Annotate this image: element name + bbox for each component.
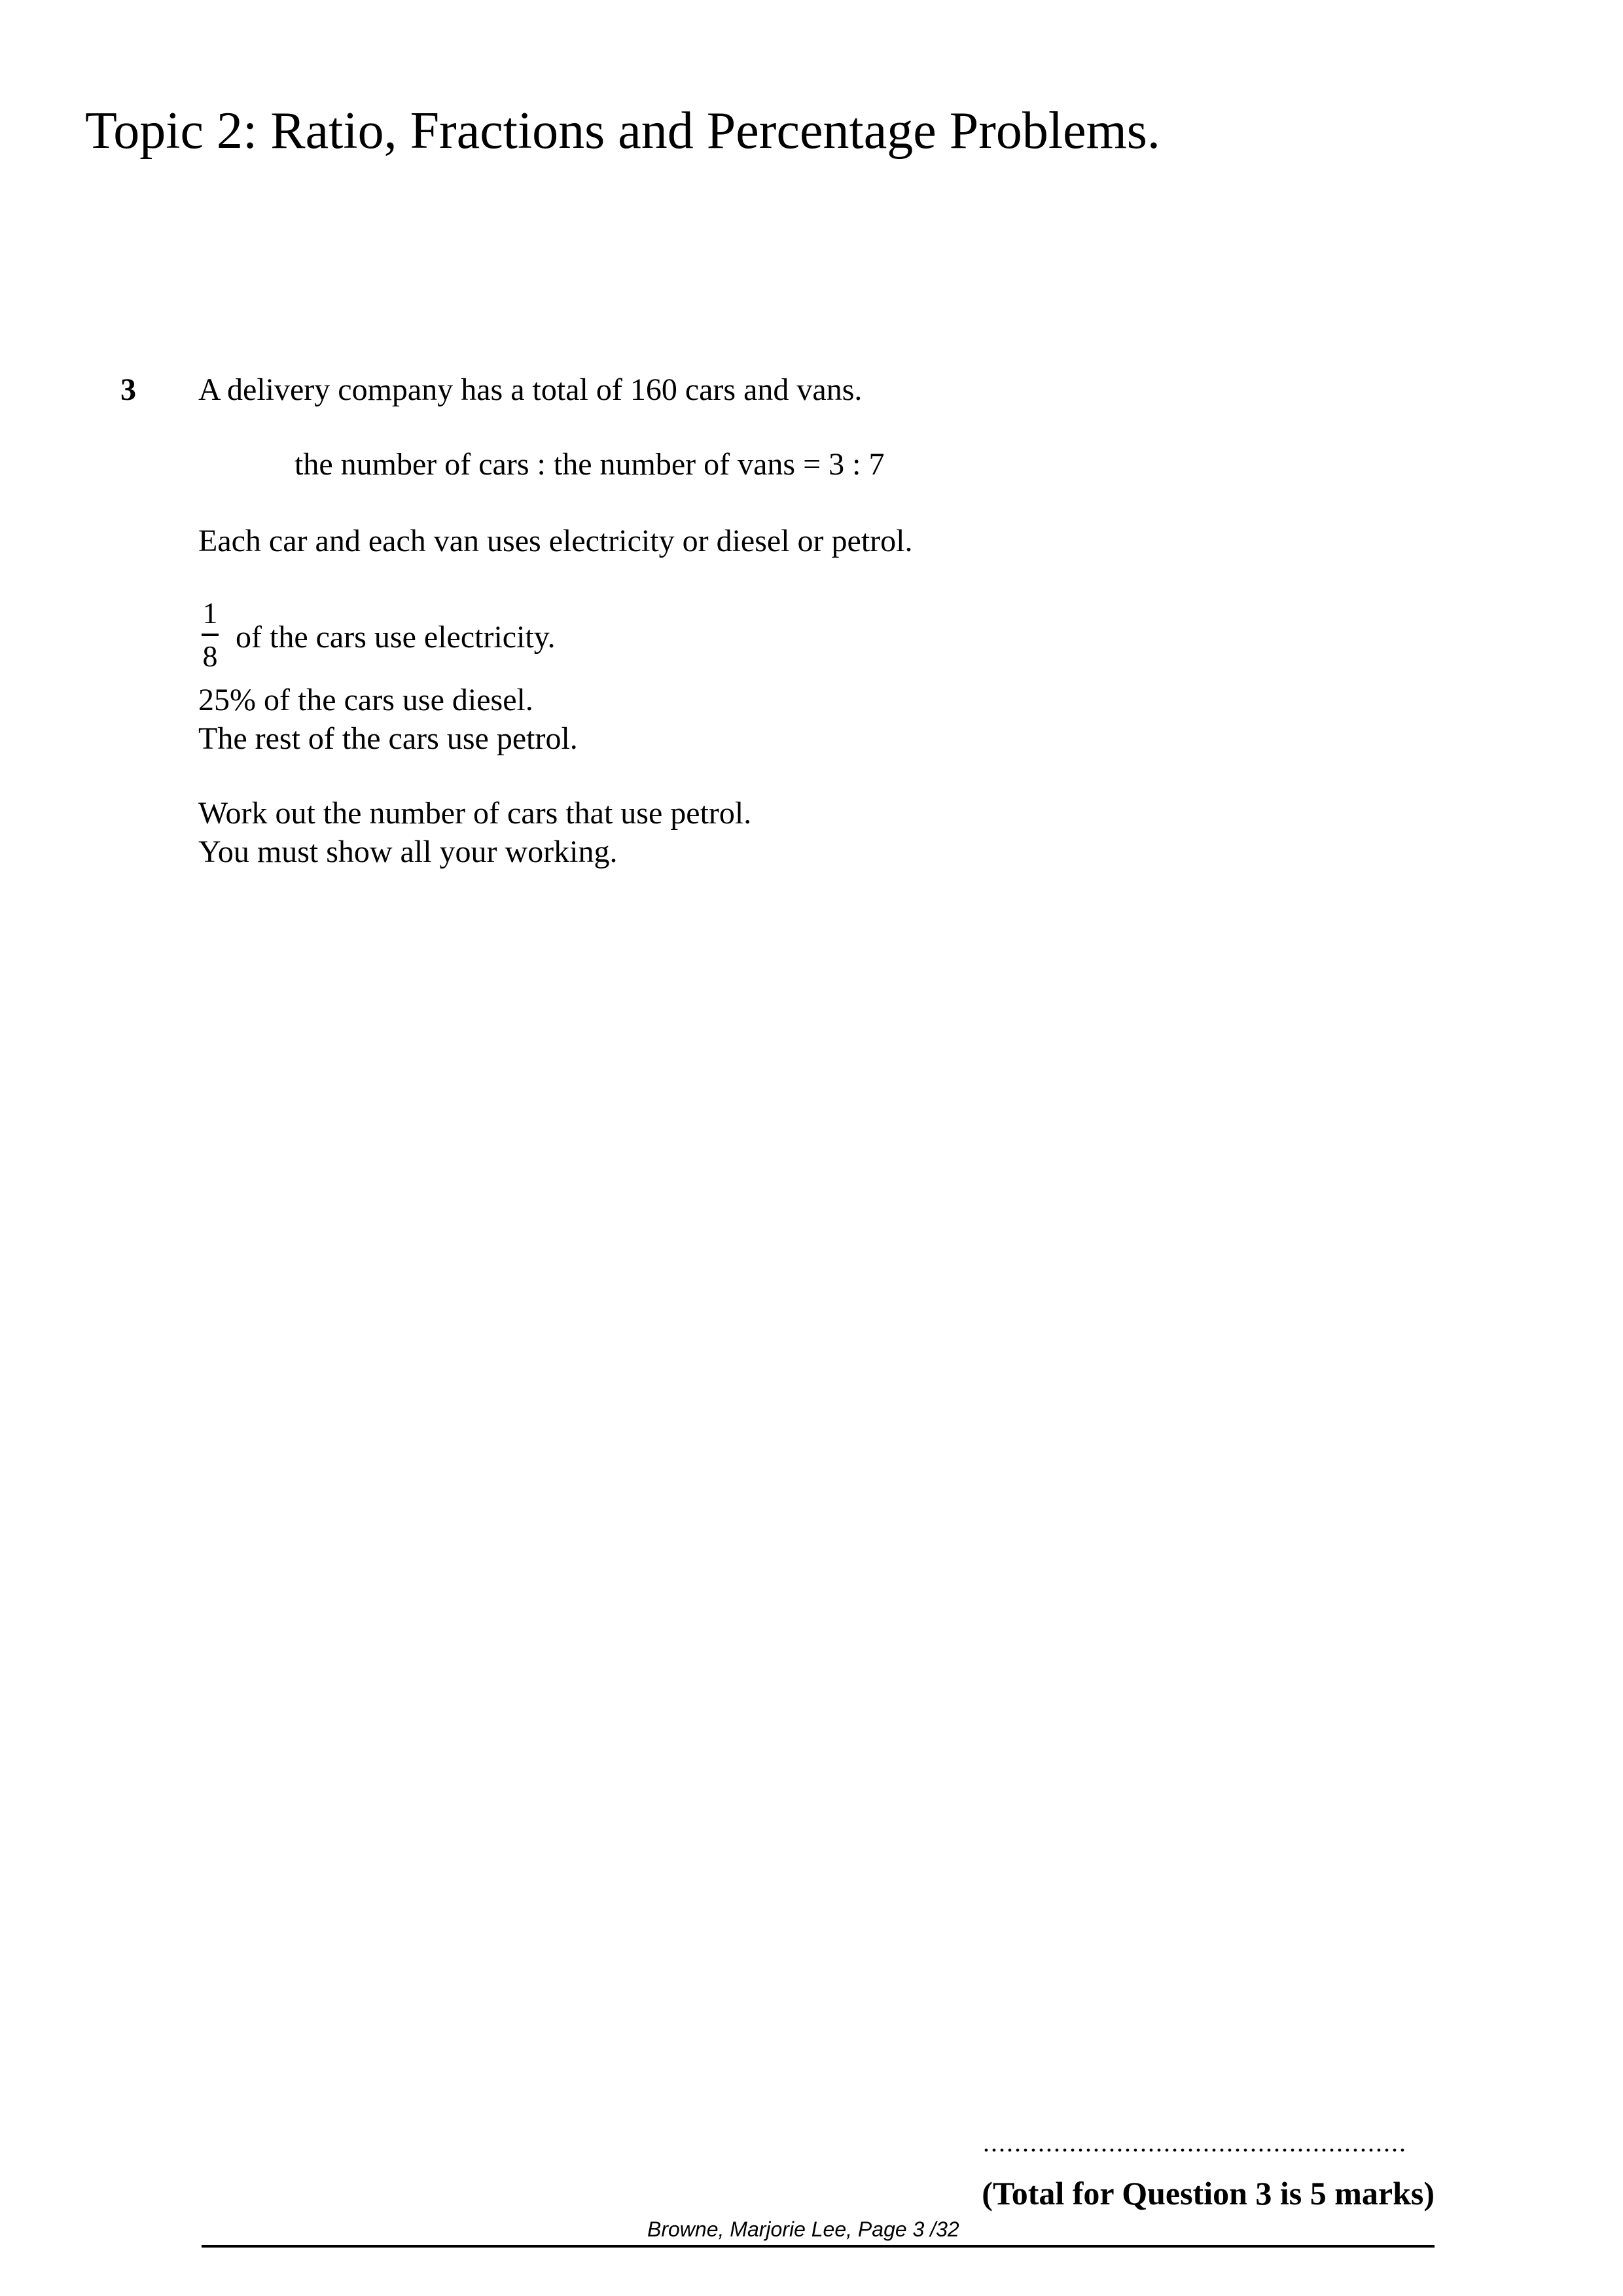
question-number: 3 (120, 372, 136, 407)
diesel-statement: 25% of the cars use diesel. (198, 683, 533, 717)
fraction-numerator: 1 (202, 596, 218, 630)
footer-rule (202, 2245, 1435, 2248)
total-marks: (Total for Question 3 is 5 marks) (982, 2175, 1435, 2212)
electric-statement: of the cars use electricity. (236, 620, 556, 655)
petrol-statement: The rest of the cars use petrol. (198, 721, 578, 756)
page-footer: Browne, Marjorie Lee, Page 3 /32 (647, 2217, 959, 2241)
answer-line[interactable]: ...................................................... (983, 2128, 1407, 2157)
page-title: Topic 2: Ratio, Fractions and Percentage Problems. (85, 102, 1160, 160)
fuel-statement: Each car and each van uses electricity or diesel or petrol. (198, 524, 913, 558)
task-statement: Work out the number of cars that use petrol. (198, 796, 752, 831)
fraction-one-eighth (198, 597, 222, 673)
ratio-statement: the number of cars : the number of vans = 3 : 7 (294, 447, 885, 482)
fraction-bar (202, 634, 219, 636)
fraction-denominator: 8 (202, 639, 218, 673)
instruction-statement: You must show all your working. (198, 834, 618, 869)
question-intro: A delivery company has a total of 160 cars and vans. (198, 372, 863, 407)
